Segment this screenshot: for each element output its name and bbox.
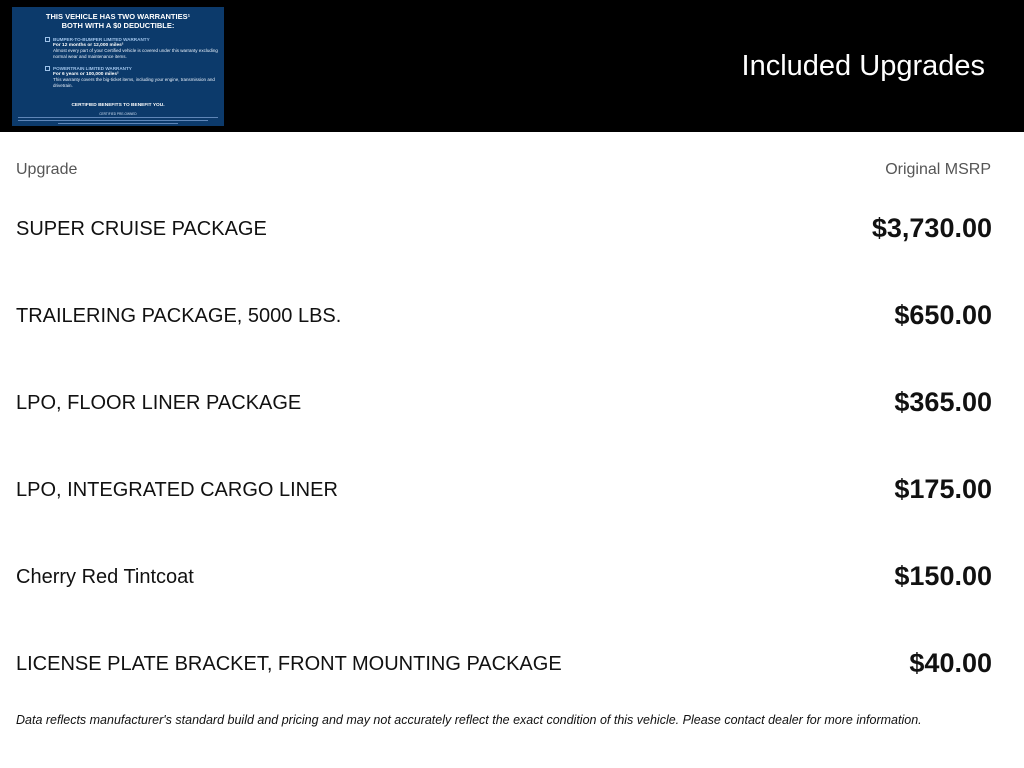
header-bar [0,0,1024,132]
warranty-1-description: Almost every part of your Certified vehicle is covered under this warranty excluding normal wear and maintenance items. [53,48,218,59]
table-row [0,295,1024,335]
upgrade-name: LPO, INTEGRATED CARGO LINER [16,479,338,501]
upgrade-price: $40.00 [909,648,992,678]
warranty-thumbnail-image[interactable] [12,7,224,126]
warranty-1-title: BUMPER-TO-BUMPER LIMITED WARRANTY [53,37,150,42]
thumbnail-brand-logos: CERTIFIED PRE-OWNED [99,112,137,116]
table-row [0,469,1024,509]
warranty-2-subtitle: For 6 years or 100,000 miles² [53,71,119,77]
thumbnail-warranty-2 [53,66,223,88]
warranty-2-title: POWERTRAIN LIMITED WARRANTY [53,66,132,71]
checkbox-icon [45,37,50,42]
upgrade-name: Cherry Red Tintcoat [16,566,194,588]
upgrade-name: SUPER CRUISE PACKAGE [16,218,267,240]
table-row [0,556,1024,596]
warranty-2-description: This warranty covers the big-ticket items, including your engine, transmission and drivetrain. [53,77,215,88]
thumbnail-fine-print [18,117,218,126]
disclaimer-text: Data reflects manufacturer's standard build and pricing and may not accurately reflect the exact condition of this vehicle. Please contact dealer for more information. [16,713,922,727]
table-row [0,208,1024,248]
column-header-msrp: Original MSRP [885,161,991,178]
upgrade-price: $650.00 [894,300,992,330]
warranty-1-subtitle: For 12 months or 12,000 miles² [53,42,124,48]
checkbox-icon [45,66,50,71]
thumbnail-headline-line-1: THIS VEHICLE HAS TWO WARRANTIES¹ [45,12,191,21]
upgrade-name: TRAILERING PACKAGE, 5000 LBS. [16,305,342,327]
table-row [0,382,1024,422]
column-header-upgrade: Upgrade [16,161,78,178]
page-title: Included Upgrades [741,50,985,82]
thumbnail-tagline: CERTIFIED BENEFITS TO BENEFIT YOU. [71,103,165,108]
upgrade-price: $365.00 [894,387,992,417]
thumbnail-warranty-1 [53,37,223,59]
thumbnail-headline-line-2: BOTH WITH A $0 DEDUCTIBLE: [61,21,175,30]
upgrade-price: $150.00 [894,561,992,591]
upgrade-name: LICENSE PLATE BRACKET, FRONT MOUNTING PACKAGE [16,653,562,675]
thumbnail-headline [12,12,224,30]
upgrade-name: LPO, FLOOR LINER PACKAGE [16,392,302,414]
upgrade-price: $175.00 [894,474,992,504]
table-row [0,643,1024,683]
fine-print-lines [18,117,218,125]
upgrade-price: $3,730.00 [871,213,992,243]
